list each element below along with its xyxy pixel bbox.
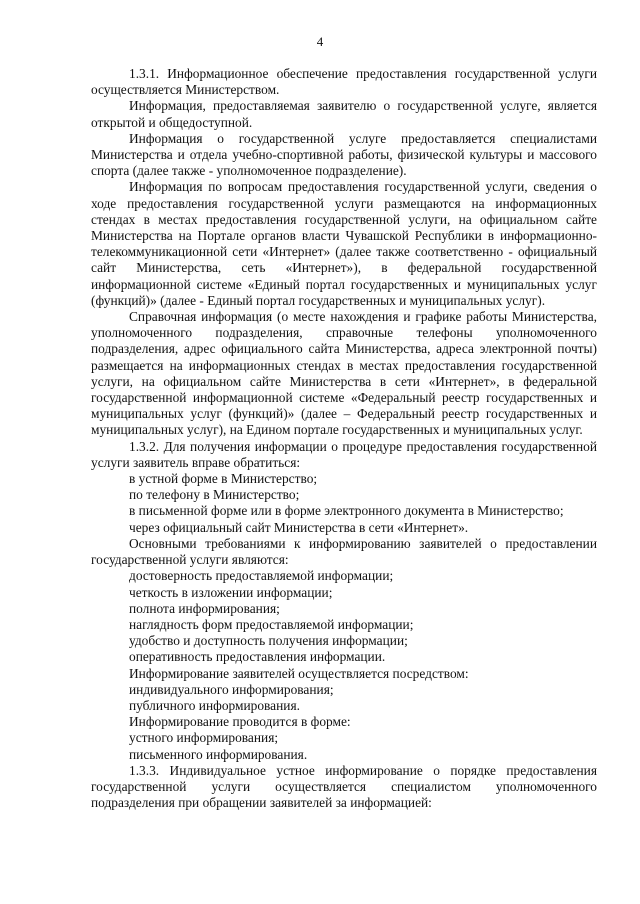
list-item: четкость в изложении информации; [129,584,333,600]
list-item: оперативность предоставления информации. [129,649,386,665]
list-item: удобство и доступность получения информации; [129,633,408,649]
paragraph-info-specialists: Информация о государственной услуге предоставляется специалистами Министерства и отдела учебно-спортивной работы, физической культуры и массового спорта (далее также - уполномоченное подразделение). [91,130,597,179]
paragraph-info-open: Информация, предоставляемая заявителю о государственной услуге, является открытой и общедоступной. [91,98,597,130]
paragraph-requirements: Основными требованиями к информированию заявителей о предоставлении государственной услуги являются: [91,535,597,568]
list-item: наглядность форм предоставляемой информации; [129,616,414,632]
list-item: полнота информирования; [129,600,280,616]
list-item: Информирование проводится в форме: [129,714,351,730]
list-item: индивидуального информирования; [129,681,334,697]
list-item: по телефону в Министерство; [129,487,300,503]
list-item: устного информирования; [129,730,279,746]
paragraph-1-3-1: 1.3.1. Информационное обеспечение предоставления государственной услуги осуществляется Министерством. [91,66,597,98]
list-item: в устной форме в Министерство; [129,471,318,487]
paragraph-reference-info: Справочная информация (о месте нахождения и графике работы Министерства, уполномоченного подразделения, справочные телефоны уполномоченного подразделения, адрес официального сайта Министерства, адреса электронной почты) размещается на информационных стендах в местах предоставления государственной услуги, на официальном сайте Министерства в сети «Интернет», в федеральной государственной информационной системе «Федеральный реестр государственных и муниципальных услуг (функций)» (далее – Федеральный реестр государственных и муниципальных услуг), на Едином портале государственных и муниципальных услуг. [91,309,597,438]
list-item: письменного информирования. [129,746,308,762]
list-item: через официальный сайт Министерства в сети «Интернет». [129,519,469,535]
paragraph-1-3-2: 1.3.2. Для получения информации о процедуре предоставления государственной услуги заявитель вправе обратиться: [91,438,597,470]
page-number: 4 [316,34,324,49]
list-item: публичного информирования. [129,697,300,713]
document-body [91,66,597,811]
list-item: достоверность предоставляемой информации; [129,568,394,584]
list-item: Информирование заявителей осуществляется посредством: [129,665,469,681]
paragraph-1-3-3: 1.3.3. Индивидуальное устное информирование о порядке предоставления государственной услуги осуществляется специалистом уполномоченного подразделения при обращении заявителей за информацией: [91,762,597,811]
paragraph-info-placement: Информация по вопросам предоставления государственной услуги, сведения о ходе предоставления государственной услуги размещаются на информационных стендах в местах предоставления государственной услуги, на официальном сайте Министерства на Портале органов власти Чувашской Республики в информационно-телекоммуникационной сети «Интернет» (далее также соответственно - официальный сайт Министерства, сеть «Интернет»), в федеральной государственной информационной системе «Единый портал государственных и муниципальных услуг (функций)» (далее - Единый портал государственных и муниципальных услуг). [91,179,597,308]
list-item: в письменной форме или в форме электронного документа в Министерство; [129,503,564,519]
